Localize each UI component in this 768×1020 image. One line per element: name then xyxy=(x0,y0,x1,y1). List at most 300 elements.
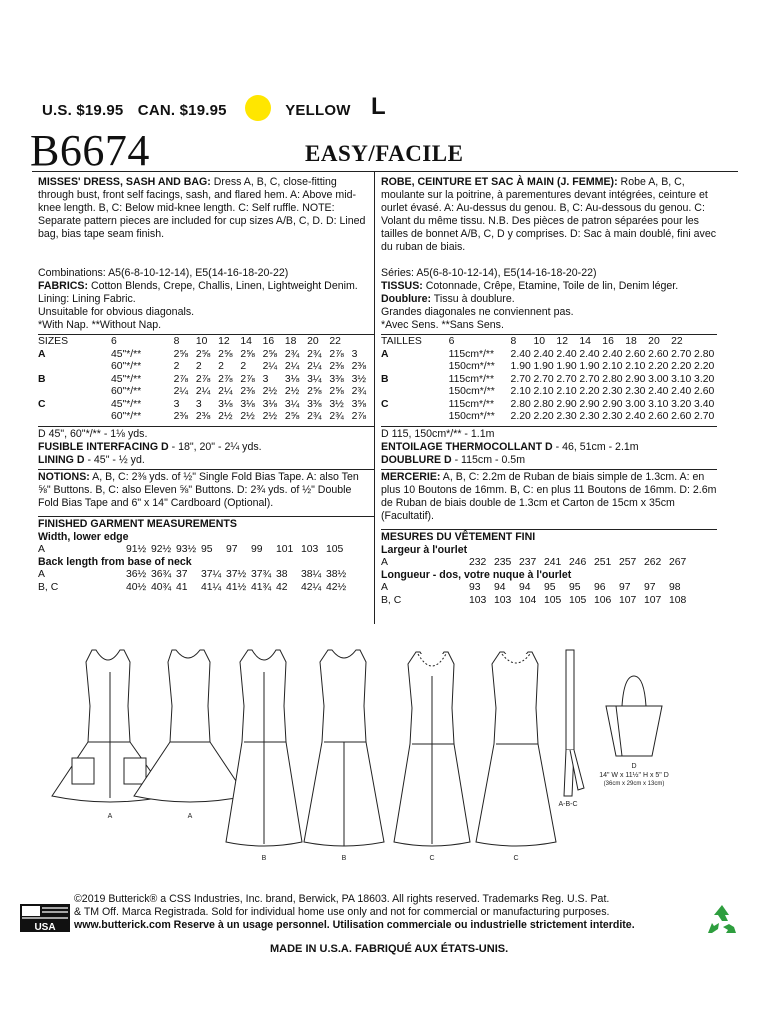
table-cell: 37¼ xyxy=(201,569,222,580)
table-cell: 2.10 xyxy=(533,386,554,397)
table-cell: 232 xyxy=(469,556,487,568)
table-cell: 1.90 xyxy=(579,361,600,372)
mercerie-title: MERCERIE: xyxy=(381,470,441,483)
row-width: 60"*/** xyxy=(110,411,142,422)
table-cell: 2⅝ xyxy=(284,411,300,422)
row-view: B xyxy=(38,373,46,385)
table-cell: 2.70 xyxy=(533,373,554,385)
table-cell: 42½ xyxy=(326,581,347,593)
price-us: U.S. $19.95 xyxy=(42,101,124,119)
largeur-title: Largeur à l'ourlet xyxy=(381,543,468,556)
table-cell: 2½ xyxy=(262,386,278,397)
table-cell: 2⅞ xyxy=(173,373,189,385)
table-cell: 2.30 xyxy=(602,411,623,422)
row-view xyxy=(38,386,111,399)
description-body: Robe A, B, C, moulante sur la poitrine, à parementures devant intégrées, ceinture et ourlet évasé. A: Au-dessus du genou. B, C: Au-dessous du genou. C: Volant du même tissu. N.B. Des pièces de patron séparées pour les tailles de bonnet A/B, C, D y comprises. D: Sac à main doublé, fini avec du ruban de biais. xyxy=(381,176,717,253)
row-view xyxy=(381,361,449,374)
table-cell: 251 xyxy=(594,556,612,568)
table-cell: 2.60 xyxy=(648,348,669,360)
table-cell: 2⅞ xyxy=(329,348,344,360)
table-cell: 2.80 xyxy=(510,398,531,410)
table-row xyxy=(38,411,374,424)
row-width: 150cm*/** xyxy=(448,361,495,372)
table-cell: 3⅛ xyxy=(240,398,255,410)
table-cell: 2¾ xyxy=(284,348,300,360)
trademark-line: & TM Off. Marca Registrada. Sold for individual home use only and not for commercial or manufacturing purposes. xyxy=(74,906,610,918)
table-cell: 41½ xyxy=(226,581,247,593)
table-cell: 3.10 xyxy=(671,373,692,385)
table-cell: 2.20 xyxy=(510,411,531,422)
length-title: Back length from base of neck xyxy=(38,556,192,568)
row-view: A xyxy=(381,582,388,593)
table-row xyxy=(381,349,717,362)
table-cell: 37 xyxy=(176,569,188,580)
mercerie-body: A, B, C: 2.2m de Ruban de biais simple de 1.3cm. A: en plus 10 Boutons de 16mm. B, C: en plus 11 Boutons de 16mm. D: 2.6m de Ruban de biais double de 1.3cm et Carton de 15cm x 35cm (Facultatif). xyxy=(381,470,717,522)
table-cell: 2¾ xyxy=(329,411,344,422)
mesures-title: MESURES DU VÊTEMENT FINI xyxy=(381,530,536,543)
table-cell: 1.90 xyxy=(556,361,577,372)
table-cell: 93½ xyxy=(176,543,197,555)
size-header: 16 xyxy=(262,336,275,347)
table-cell: 2⅝ xyxy=(195,348,211,360)
view-d-metrage: D 115, 150cm*/** - 1.1m xyxy=(381,427,495,440)
table-cell: 103 xyxy=(494,594,512,606)
row-width: 45"*/** xyxy=(110,398,142,410)
table-cell: 2.20 xyxy=(694,361,715,372)
table-cell: 2.30 xyxy=(625,386,646,397)
longueur-title: Longueur - dos, votre nuque à l'ourlet xyxy=(381,569,572,581)
view-d-yardage: D 45", 60"*/** - 1⅛ yds. xyxy=(38,427,148,440)
row-view xyxy=(38,361,111,374)
table-row xyxy=(38,569,351,582)
table-cell: 2⅞ xyxy=(218,373,233,385)
table-cell: 2.40 xyxy=(648,386,669,397)
table-cell: 2.10 xyxy=(625,361,646,372)
table-row xyxy=(381,411,717,424)
table-cell: 2.40 xyxy=(533,348,554,360)
size-header: 10 xyxy=(533,336,546,347)
table-cell: 91½ xyxy=(126,543,147,555)
width-title: Width, lower edge xyxy=(38,530,129,543)
view-label: D xyxy=(631,763,637,770)
table-row xyxy=(381,361,717,374)
size-header: 20 xyxy=(307,336,319,347)
pattern-number: B6674 xyxy=(30,126,150,175)
tailles-row xyxy=(381,336,717,349)
table-cell: 3 xyxy=(351,348,358,360)
table-cell: 2¼ xyxy=(262,361,278,372)
entoilage xyxy=(381,441,717,454)
table-cell: 2½ xyxy=(284,386,300,397)
table-cell: 2¼ xyxy=(307,361,322,372)
bag-dimensions-metric: (36cm x 29cm x 13cm) xyxy=(603,781,665,787)
table-cell: 105 xyxy=(544,594,562,606)
tissus-body: Cotonnade, Crêpe, Etamine, Toile de lin, Denim léger. xyxy=(422,280,679,292)
table-cell: 41¼ xyxy=(201,581,222,593)
view-label: B xyxy=(261,855,267,862)
table-cell: 257 xyxy=(619,556,637,568)
row-view: B, C xyxy=(38,581,59,593)
table-cell: 2¾ xyxy=(307,411,322,422)
table-row xyxy=(38,374,374,387)
table-cell: 97 xyxy=(619,582,631,593)
table-cell: 2⅝ xyxy=(240,348,255,360)
usa-label: USA xyxy=(34,922,56,932)
dress-illustration xyxy=(394,652,470,846)
table-cell: 2.60 xyxy=(671,411,692,422)
table-cell: 103 xyxy=(469,594,487,606)
table-cell: 3.00 xyxy=(625,398,646,410)
unsuitable-note: Unsuitable for obvious diagonals. xyxy=(38,306,195,318)
table-cell: 2 xyxy=(218,361,224,372)
table-row xyxy=(381,374,717,387)
description-title: ROBE, CEINTURE ET SAC À MAIN (J. FEMME): xyxy=(381,176,618,188)
table-cell: 107 xyxy=(644,594,662,606)
table-cell: 97 xyxy=(226,543,238,555)
table-cell: 37¾ xyxy=(251,569,272,580)
fabrics-title: FABRICS: xyxy=(38,280,89,292)
table-cell: 2.20 xyxy=(671,361,692,372)
fusible-title: FUSIBLE INTERFACING D xyxy=(38,440,169,453)
table-row xyxy=(381,582,694,595)
table-cell: 2.40 xyxy=(510,348,531,360)
size-header: 12 xyxy=(556,336,568,347)
table-cell: 104 xyxy=(519,594,537,606)
table-cell: 3¼ xyxy=(284,398,300,410)
table-cell: 3.40 xyxy=(694,398,715,410)
table-cell: 2.60 xyxy=(625,348,646,360)
dress-illustration xyxy=(476,652,556,846)
table-cell: 2⅜ xyxy=(195,411,211,422)
table-cell: 96 xyxy=(594,582,606,593)
combinations: Combinations: A5(6-8-10-12-14), E5(14-16-18-20-22) xyxy=(38,267,289,279)
table-cell: 2.90 xyxy=(602,398,623,410)
table-cell: 262 xyxy=(644,556,662,568)
size-header: 22 xyxy=(671,336,683,347)
table-cell: 2½ xyxy=(262,411,278,422)
table-cell: 2.80 xyxy=(533,398,554,410)
color-label: YELLOW xyxy=(285,101,351,119)
divider xyxy=(38,469,374,470)
table-cell: 2.30 xyxy=(556,411,577,422)
table-cell: 98 xyxy=(669,582,681,593)
table-cell: 2⅜ xyxy=(351,361,367,372)
table-cell: 3⅛ xyxy=(218,398,233,410)
doublure-body: Tissu à doublure. xyxy=(431,293,515,305)
doublure-d-body: - 115cm - 0.5m xyxy=(451,453,526,466)
size-header: 14 xyxy=(579,336,591,347)
dress-illustration xyxy=(304,650,384,846)
row-view xyxy=(38,411,111,424)
table-cell: 97 xyxy=(644,582,656,593)
table-cell: 2.80 xyxy=(694,348,715,360)
table-cell: 2 xyxy=(195,361,202,372)
fusible-interfacing xyxy=(38,441,374,454)
table-cell: 40¾ xyxy=(151,581,172,593)
width-table-en xyxy=(38,544,351,557)
french-column xyxy=(381,176,717,607)
table-cell: 3⅝ xyxy=(351,398,367,410)
table-cell: 2⅝ xyxy=(262,348,278,360)
row-view: B, C xyxy=(381,594,402,606)
made-in-usa-logo xyxy=(20,904,70,932)
table-cell: 2 xyxy=(173,361,180,372)
divider xyxy=(381,529,717,530)
table-cell: 2⅞ xyxy=(351,411,367,422)
entoilage-title: ENTOILAGE THERMOCOLLANT D xyxy=(381,440,553,453)
table-cell: 2.40 xyxy=(671,386,692,397)
row-view: C xyxy=(381,398,389,410)
notions-title: NOTIONS: xyxy=(38,470,90,483)
table-cell: 2½ xyxy=(240,411,255,422)
tissus-title: TISSUS: xyxy=(381,280,423,292)
doublure-d-title: DOUBLURE D xyxy=(381,453,452,466)
table-cell: 3 xyxy=(262,373,269,385)
row-width: 45"*/** xyxy=(110,373,142,385)
top-divider xyxy=(32,171,738,172)
bag-dimensions: 14" W x 11½" H x 5" D xyxy=(599,772,669,779)
size-header: 18 xyxy=(284,336,297,347)
table-cell: 2⅜ xyxy=(329,361,344,372)
sash-illustration xyxy=(564,650,584,796)
fusible-body: - 18", 20" - 2¼ yds. xyxy=(168,440,262,453)
table-cell: 2¼ xyxy=(284,361,300,372)
notions xyxy=(38,471,374,510)
sizes-row xyxy=(38,336,374,349)
table-cell: 105 xyxy=(569,594,587,606)
table-row xyxy=(38,582,351,595)
table-cell: 2 xyxy=(240,361,247,372)
view-label: A-B-C xyxy=(558,801,578,808)
table-cell: 2.20 xyxy=(579,386,600,397)
table-cell: 2⅝ xyxy=(329,386,344,397)
divider xyxy=(381,334,717,335)
divider xyxy=(38,334,374,335)
view-label: A xyxy=(107,813,113,820)
table-cell: 2¾ xyxy=(351,386,367,397)
price-line xyxy=(42,93,396,125)
table-cell: 2.10 xyxy=(510,386,531,397)
table-cell: 103 xyxy=(301,543,319,555)
sens-note: *Avec Sens. **Sans Sens. xyxy=(381,319,504,331)
table-cell: 94 xyxy=(519,582,531,593)
table-cell: 2.70 xyxy=(579,373,600,385)
table-cell: 3¼ xyxy=(307,373,322,385)
table-cell: 94 xyxy=(494,582,506,593)
size-header: 18 xyxy=(625,336,637,347)
description-fr xyxy=(381,176,717,254)
table-cell: 107 xyxy=(619,594,637,606)
row-width: 60"*/** xyxy=(110,386,142,397)
table-cell: 2¼ xyxy=(218,386,233,397)
view-label: B xyxy=(341,855,347,862)
sizes-label: TAILLES xyxy=(381,336,422,347)
table-cell: 3.20 xyxy=(671,398,692,410)
table-cell: 99 xyxy=(251,543,263,555)
difficulty-label: EASY/FACILE xyxy=(305,141,464,166)
table-cell: 2.20 xyxy=(648,361,669,372)
lining-title: LINING D xyxy=(38,453,85,466)
table-cell: 1.90 xyxy=(533,361,554,372)
table-cell: 2⅞ xyxy=(195,373,211,385)
table-cell: 2¼ xyxy=(173,386,189,397)
table-row xyxy=(38,399,374,412)
table-cell: 95 xyxy=(569,582,581,593)
measurements-title: FINISHED GARMENT MEASUREMENTS xyxy=(38,517,237,530)
copyright-line: ©2019 Butterick® a CSS Industries, Inc. brand, Berwick, PA 18603. All rights reserved. Trademarks Reg. U.S. Pat. xyxy=(74,893,610,905)
size-header: 6 xyxy=(110,336,117,347)
table-cell: 3.20 xyxy=(694,373,715,385)
size-header: 16 xyxy=(602,336,614,347)
table-row xyxy=(381,557,694,570)
size-header: 20 xyxy=(648,336,660,347)
website-line: www.butterick.com Reserve à un usage personnel. Utilisation commerciale ou industrielle strictement interdite. xyxy=(74,919,635,931)
row-width: 60"*/** xyxy=(110,361,142,372)
row-view xyxy=(381,411,449,424)
table-cell: 42¼ xyxy=(301,581,322,593)
table-row xyxy=(381,386,717,399)
row-width: 45"*/** xyxy=(110,348,142,360)
table-cell: 2.40 xyxy=(625,411,646,422)
lining-body: - 45" - ½ yd. xyxy=(84,453,145,466)
table-cell: 3⅛ xyxy=(262,398,278,410)
view-label: C xyxy=(429,855,435,862)
table-cell: 2.10 xyxy=(556,386,577,397)
table-cell: 3.00 xyxy=(648,373,669,385)
table-cell: 38½ xyxy=(326,569,347,580)
table-cell: 42 xyxy=(276,581,288,593)
table-row xyxy=(38,386,374,399)
table-cell: 95 xyxy=(544,582,556,593)
table-cell: 2.80 xyxy=(602,373,623,385)
row-view xyxy=(381,386,449,399)
divider xyxy=(381,426,717,427)
lining xyxy=(38,454,374,467)
table-cell: 101 xyxy=(276,543,294,555)
row-view: A xyxy=(38,348,46,360)
column-divider xyxy=(374,172,375,624)
table-cell: 2¾ xyxy=(307,348,322,360)
mercerie xyxy=(381,471,717,523)
table-cell: 2.20 xyxy=(533,411,554,422)
row-width: 115cm*/** xyxy=(448,373,495,385)
row-view: A xyxy=(38,569,45,580)
table-cell: 2⅝ xyxy=(218,348,233,360)
table-cell: 36½ xyxy=(126,569,147,580)
table-cell: 2.90 xyxy=(625,373,646,385)
table-cell: 2.90 xyxy=(579,398,600,410)
table-cell: 3 xyxy=(195,398,202,410)
row-view: C xyxy=(38,398,46,410)
row-width: 150cm*/** xyxy=(448,411,495,422)
notions-body: A, B, C: 2⅜ yds. of ½" Single Fold Bias Tape. A: also Ten ⅝" Buttons. B, C: also Eleven ⅝" Buttons. D: 2¾ yds. of ½" Double Fold Bias Tape and 6" x 14" Cardboard (Optional). xyxy=(38,470,359,509)
footer-text xyxy=(74,893,768,932)
size-header: 22 xyxy=(329,336,341,347)
table-cell: 2.70 xyxy=(510,373,531,385)
table-cell: 1.90 xyxy=(510,361,531,372)
row-width: 150cm*/** xyxy=(448,386,495,397)
table-cell: 36¾ xyxy=(151,569,172,580)
table-cell: 2½ xyxy=(218,411,233,422)
doublure-title: Doublure: xyxy=(381,293,432,305)
table-row xyxy=(381,399,717,412)
yardage-table-fr xyxy=(381,336,717,424)
table-cell: 106 xyxy=(594,594,612,606)
table-cell: 37½ xyxy=(226,569,247,580)
table-row xyxy=(38,361,374,374)
description-title: MISSES' DRESS, SASH AND BAG: xyxy=(38,176,211,188)
length-table-en xyxy=(38,569,351,594)
size-letter: L xyxy=(370,93,386,120)
table-cell: 38 xyxy=(276,569,288,580)
table-cell: 93 xyxy=(469,582,481,593)
table-cell: 2⅞ xyxy=(240,373,255,385)
tissus xyxy=(381,280,717,293)
doublure xyxy=(381,293,717,306)
table-cell: 3.10 xyxy=(648,398,669,410)
table-cell: 237 xyxy=(519,556,537,568)
table-cell: 2.70 xyxy=(556,373,577,385)
table-cell: 3 xyxy=(173,398,180,410)
table-cell: 2.40 xyxy=(579,348,600,360)
table-row xyxy=(38,544,351,557)
divider xyxy=(38,516,374,517)
table-cell: 2.10 xyxy=(602,361,623,372)
table-cell: 235 xyxy=(494,556,512,568)
table-row xyxy=(381,595,694,608)
table-cell: 2.70 xyxy=(671,348,692,360)
table-cell: 2⅜ xyxy=(173,411,189,422)
row-view: A xyxy=(381,556,388,568)
bag-illustration xyxy=(606,676,662,756)
table-cell: 246 xyxy=(569,556,587,568)
size-header: 8 xyxy=(173,336,180,347)
size-header: 12 xyxy=(218,336,230,347)
length-table-fr xyxy=(381,582,694,607)
table-cell: 3⅜ xyxy=(307,398,322,410)
table-cell: 241 xyxy=(544,556,562,568)
table-cell: 267 xyxy=(669,556,687,568)
series: Séries: A5(6-8-10-12-14), E5(14-16-18-20-22) xyxy=(381,267,597,279)
row-view: B xyxy=(381,373,389,385)
nap-note: *With Nap. **Without Nap. xyxy=(38,319,162,331)
entoilage-body: - 46, 51cm - 2.1m xyxy=(552,440,639,453)
table-cell: 41¾ xyxy=(251,581,272,593)
table-cell: 2.60 xyxy=(648,411,669,422)
dress-illustration xyxy=(226,650,302,846)
table-row xyxy=(38,349,374,362)
fabrics xyxy=(38,280,374,306)
table-cell: 2.40 xyxy=(556,348,577,360)
sizes-label: SIZES xyxy=(38,336,69,347)
divider xyxy=(38,426,374,427)
table-cell: 2.30 xyxy=(602,386,623,397)
english-column xyxy=(38,176,374,594)
yellow-dot-icon xyxy=(245,95,271,121)
row-width: 115cm*/** xyxy=(448,348,495,360)
table-cell: 2⅝ xyxy=(307,386,322,397)
price-can: CAN. $19.95 xyxy=(137,101,227,119)
row-view: A xyxy=(381,348,389,360)
table-cell: 2⅜ xyxy=(240,386,255,397)
garment-illustrations xyxy=(0,646,768,876)
table-cell: 2.40 xyxy=(602,348,623,360)
diagonal-note: Grandes diagonales ne conviennent pas. xyxy=(381,306,574,318)
table-cell: 105 xyxy=(326,543,344,555)
table-cell: 95 xyxy=(201,543,213,555)
size-header: 8 xyxy=(510,336,517,347)
table-cell: 2.90 xyxy=(556,398,577,410)
